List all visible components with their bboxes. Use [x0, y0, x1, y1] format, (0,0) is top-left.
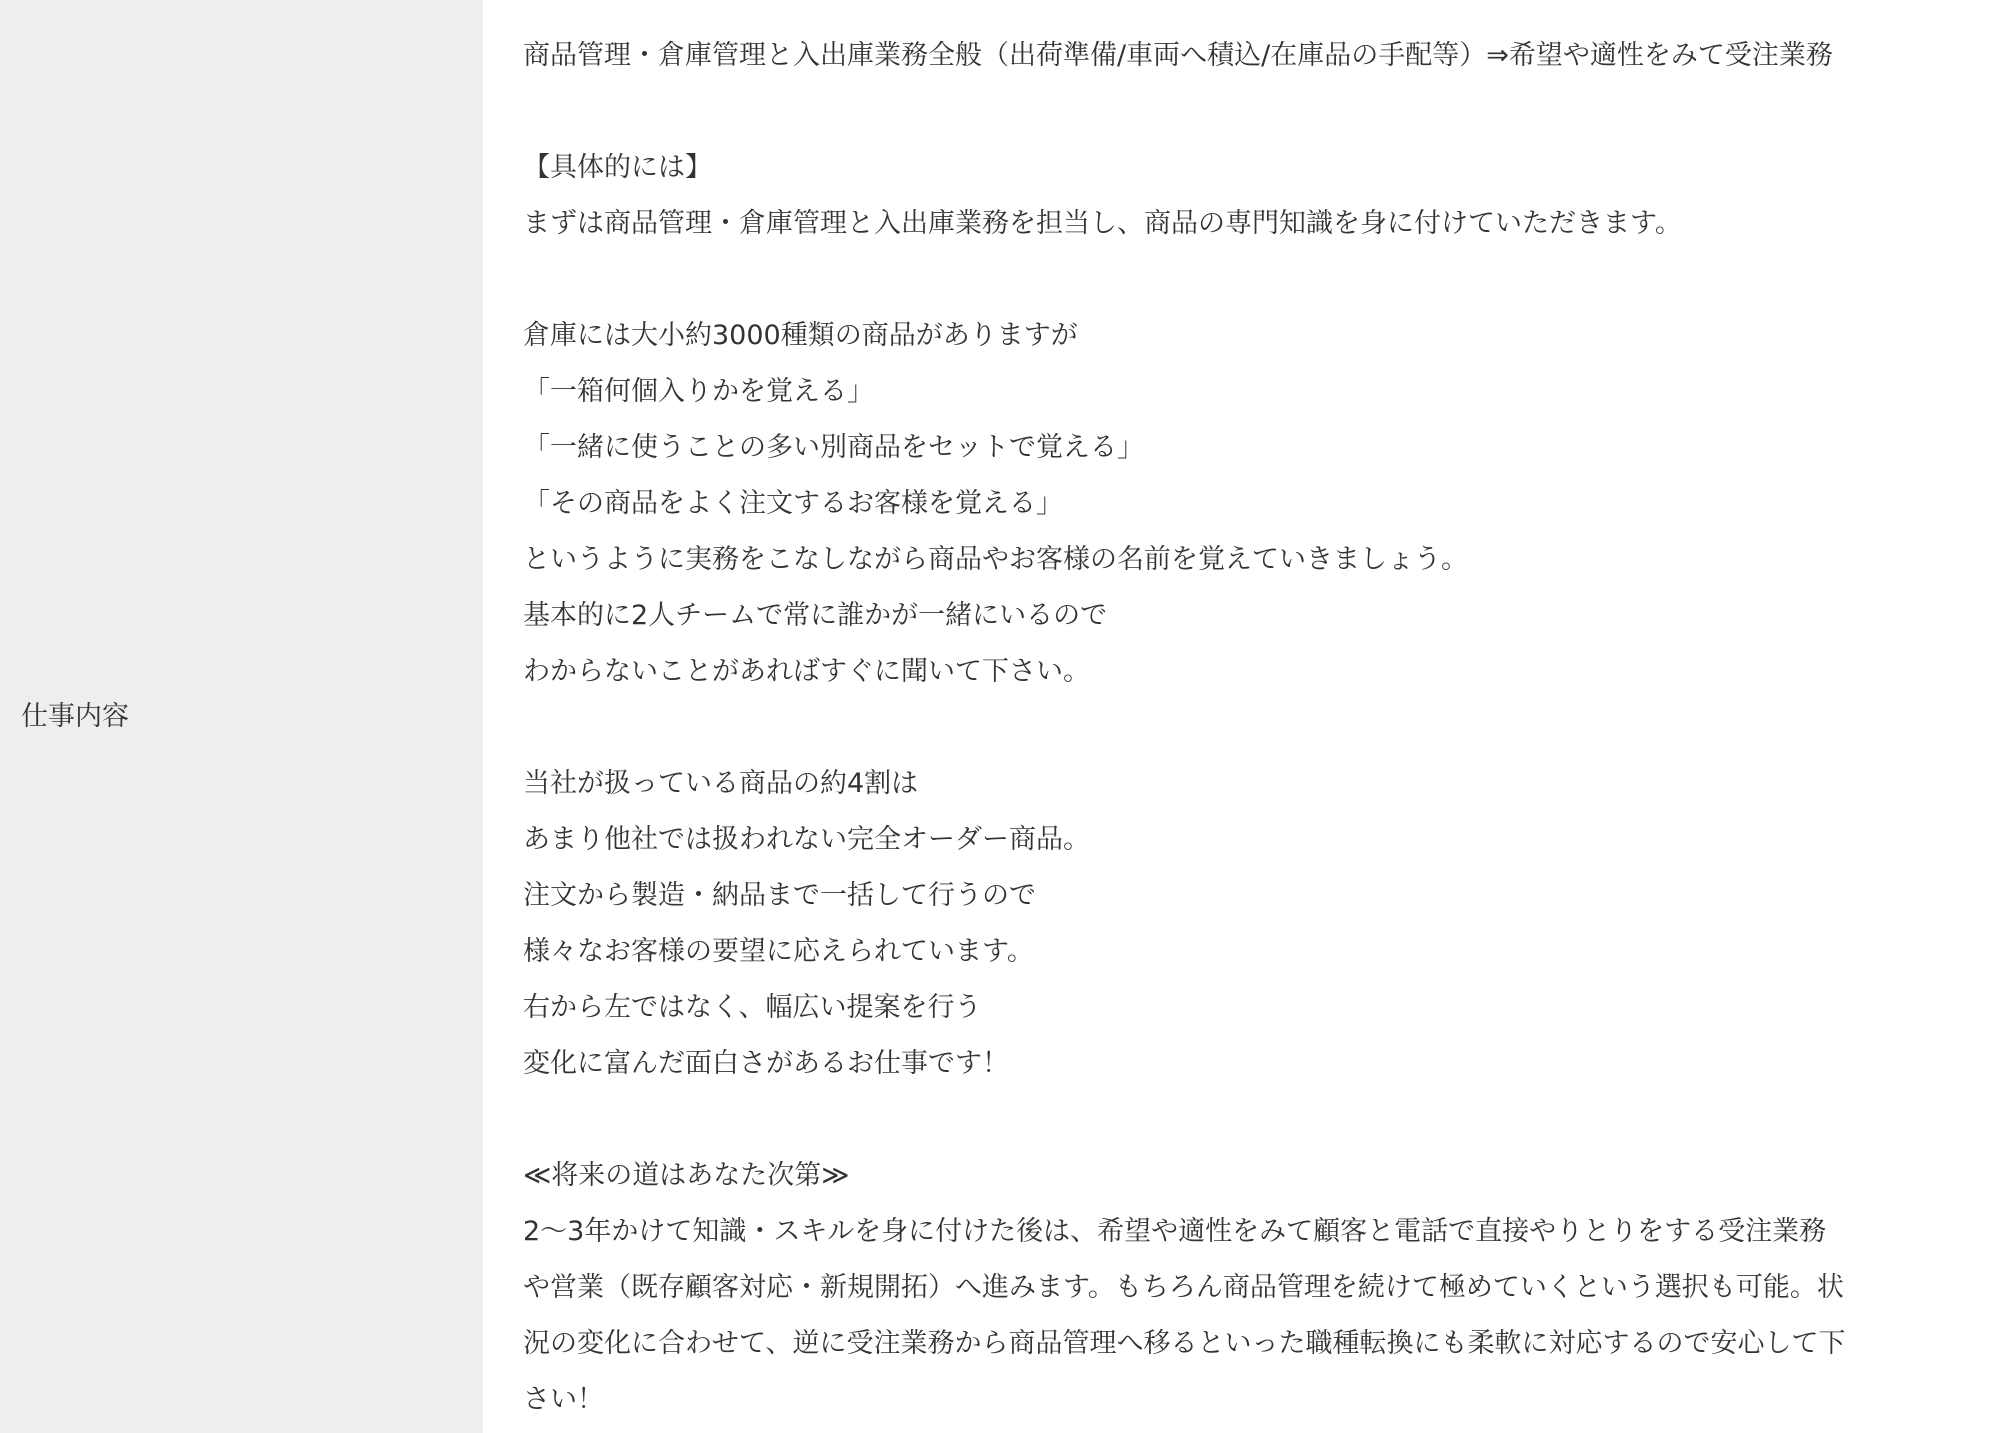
description-line: というように実務をこなしながら商品やお客様の名前を覚えていきましょう。: [523, 544, 1468, 575]
description-line: わからないことがあればすぐに聞いて下さい。: [523, 656, 1090, 687]
description-line: 2〜3年かけて知識・スキルを身に付けた後は、希望や適性をみて顧客と電話で直接やりとりをする受注業務: [523, 1216, 1827, 1247]
description-line: 【具体的には】: [523, 152, 712, 183]
description-line: や営業（既存顧客対応・新規開拓）へ進みます。もちろん商品管理を続けて極めていくという選択も可能。状: [523, 1272, 1844, 1303]
blank-line: [523, 252, 1974, 308]
description-line: 商品管理・倉庫管理と入出庫業務全般（出荷準備/車両へ積込/在庫品の手配等）⇒希望や適性をみて受注業務: [523, 40, 1833, 71]
blank-line: [523, 1092, 1974, 1148]
description-line: さい！: [523, 1384, 604, 1415]
description-line: ≪将来の道はあなた次第≫: [523, 1160, 850, 1191]
description-line: 基本的に2人チームで常に誰かが一緒にいるので: [523, 600, 1108, 631]
description-line: 注文から製造・納品まで一括して行うので: [523, 880, 1036, 911]
job-description-content: [483, 0, 1994, 1433]
description-line: 様々なお客様の要望に応えられています。: [523, 936, 1034, 967]
blank-line: [523, 84, 1974, 140]
description-line: まずは商品管理・倉庫管理と入出庫業務を担当し、商品の専門知識を身に付けていただきます。: [523, 208, 1682, 239]
description-line: 「その商品をよく注文するお客様を覚える」: [523, 488, 1063, 519]
description-line: 「一箱何個入りかを覚える」: [523, 376, 874, 407]
blank-line: [523, 700, 1974, 756]
description-line: 右から左ではなく、幅広い提案を行う: [523, 992, 982, 1023]
row-header-cell: [0, 0, 483, 1433]
row-label: 仕事内容: [21, 701, 129, 732]
description-line: 倉庫には大小約3000種類の商品がありますが: [523, 320, 1078, 351]
description-line: 変化に富んだ面白さがあるお仕事です！: [523, 1048, 1009, 1079]
description-line: 「一緒に使うことの多い別商品をセットで覚える」: [523, 432, 1144, 463]
description-line: 当社が扱っている商品の約4割は: [523, 768, 919, 799]
description-line: 況の変化に合わせて、逆に受注業務から商品管理へ移るといった職種転換にも柔軟に対応するので安心して下: [523, 1328, 1846, 1359]
description-line: あまり他社では扱われない完全オーダー商品。: [523, 824, 1090, 855]
